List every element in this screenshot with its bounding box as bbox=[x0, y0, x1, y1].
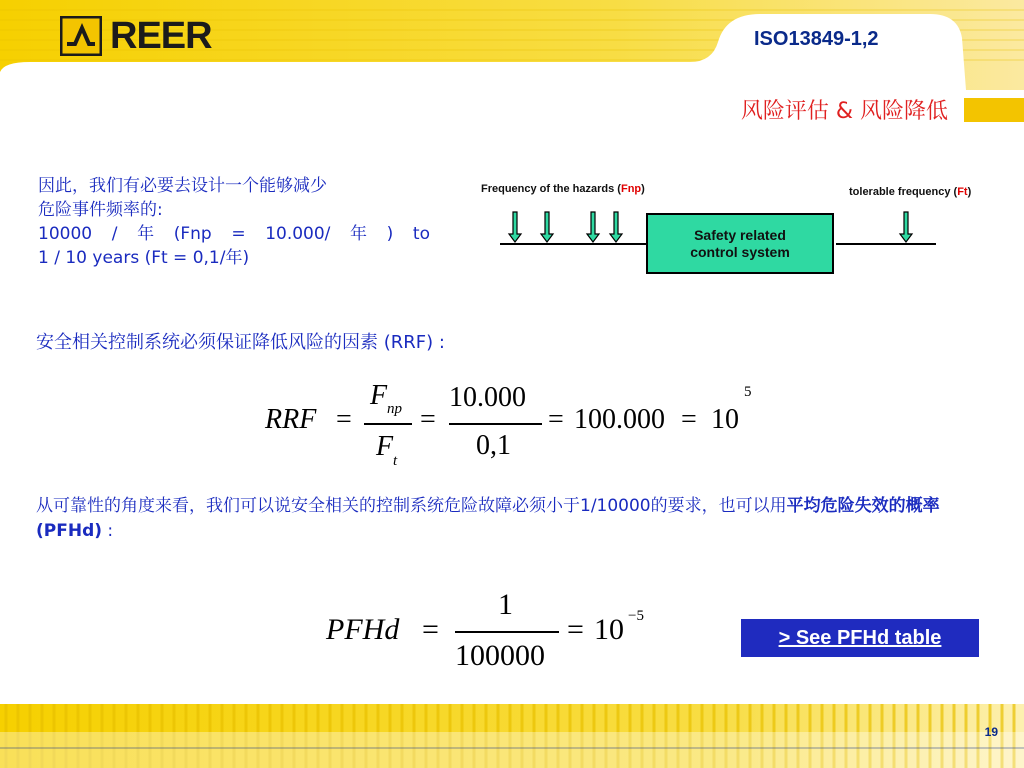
intro-word: 10000 bbox=[38, 224, 93, 244]
slide-subtitle: 风险评估 & 风险降低 bbox=[740, 99, 948, 124]
intro-line-1: 因此，我们有必要去设计一个能够减少 bbox=[38, 176, 327, 196]
ft-var: Ft bbox=[957, 186, 968, 198]
intro-line-3 bbox=[38, 222, 430, 246]
hazard-diagram bbox=[470, 176, 1024, 286]
intro-word: to bbox=[412, 224, 430, 244]
label-text: tolerable frequency ( bbox=[849, 186, 958, 198]
brand-logo bbox=[60, 14, 212, 58]
rrf-lhs: RRF bbox=[265, 404, 317, 435]
pfhd-lhs: PFHd bbox=[326, 613, 400, 646]
pfhd-denominator: 100000 bbox=[455, 639, 545, 672]
fnp-subscript: np bbox=[387, 401, 402, 417]
box-line: control system bbox=[690, 243, 790, 260]
pfhd-heading-text: 从可靠性的角度来看，我们可以说安全相关的控制系统危险故障必须小于1/10000的要求，也可以用 bbox=[36, 496, 787, 516]
rrf-result: 100.000 bbox=[574, 404, 665, 435]
footer-pattern bbox=[0, 704, 1024, 768]
power-exponent: 5 bbox=[744, 384, 752, 400]
intro-paragraph bbox=[38, 174, 430, 270]
denominator-value: 0,1 bbox=[476, 430, 511, 461]
equals-sign: = bbox=[681, 404, 697, 435]
pfhd-heading-bold: 平均危险失效的概率 (PFHd) bbox=[36, 496, 940, 541]
intro-word: / bbox=[111, 224, 118, 244]
standard-title: ISO13849-1,2 bbox=[754, 28, 879, 50]
power-base: 10 bbox=[594, 613, 624, 646]
fraction-bar bbox=[455, 631, 559, 633]
fnp-var: Fnp bbox=[620, 183, 642, 195]
label-text: Frequency of the hazards ( bbox=[481, 183, 621, 195]
equals-sign: = bbox=[422, 613, 439, 646]
header bbox=[0, 0, 1024, 90]
pfhd-heading bbox=[36, 494, 976, 544]
ft-subscript: t bbox=[393, 453, 398, 469]
intro-word: = bbox=[231, 224, 246, 244]
box-line: Safety related bbox=[694, 226, 786, 243]
equals-sign: = bbox=[548, 404, 564, 435]
subtitle-accent-bar bbox=[964, 98, 1024, 122]
page-number: 19 bbox=[984, 725, 998, 739]
ft-symbol: F bbox=[376, 431, 394, 462]
intro-word: ) bbox=[386, 224, 394, 244]
label-text: ) bbox=[967, 186, 972, 198]
intro-line-2: 危险事件频率的: bbox=[38, 200, 163, 220]
see-pfhd-table-link[interactable]: > See PFHd table bbox=[741, 619, 979, 657]
equals-sign: = bbox=[420, 404, 436, 435]
power-base: 10 bbox=[711, 404, 739, 435]
equals-sign: = bbox=[336, 404, 352, 435]
fnp-symbol: F bbox=[370, 380, 388, 411]
power-exponent: −5 bbox=[628, 608, 644, 624]
intro-word: 年 bbox=[350, 224, 368, 244]
intro-word: (Fnp bbox=[173, 224, 212, 244]
pfhd-numerator: 1 bbox=[498, 588, 513, 621]
fraction-bar bbox=[364, 423, 412, 425]
fraction-bar bbox=[449, 423, 542, 425]
label-text: ) bbox=[641, 183, 645, 195]
reer-logo-icon bbox=[60, 16, 102, 56]
numerator-value: 10.000 bbox=[449, 382, 526, 413]
intro-line-4: 1 / 10 years (Ft = 0,1/年) bbox=[38, 248, 250, 268]
intro-word: 10.000/ bbox=[265, 224, 331, 244]
intro-word: 年 bbox=[137, 224, 155, 244]
brand-name: REER bbox=[110, 14, 212, 57]
pfhd-heading-text: : bbox=[102, 521, 114, 541]
rrf-heading: 安全相关控制系统必须保证降低风险的因素 (RRF) : bbox=[36, 332, 445, 353]
equals-sign: = bbox=[567, 613, 584, 646]
safety-control-system-box bbox=[646, 213, 834, 274]
footer bbox=[0, 704, 1024, 768]
